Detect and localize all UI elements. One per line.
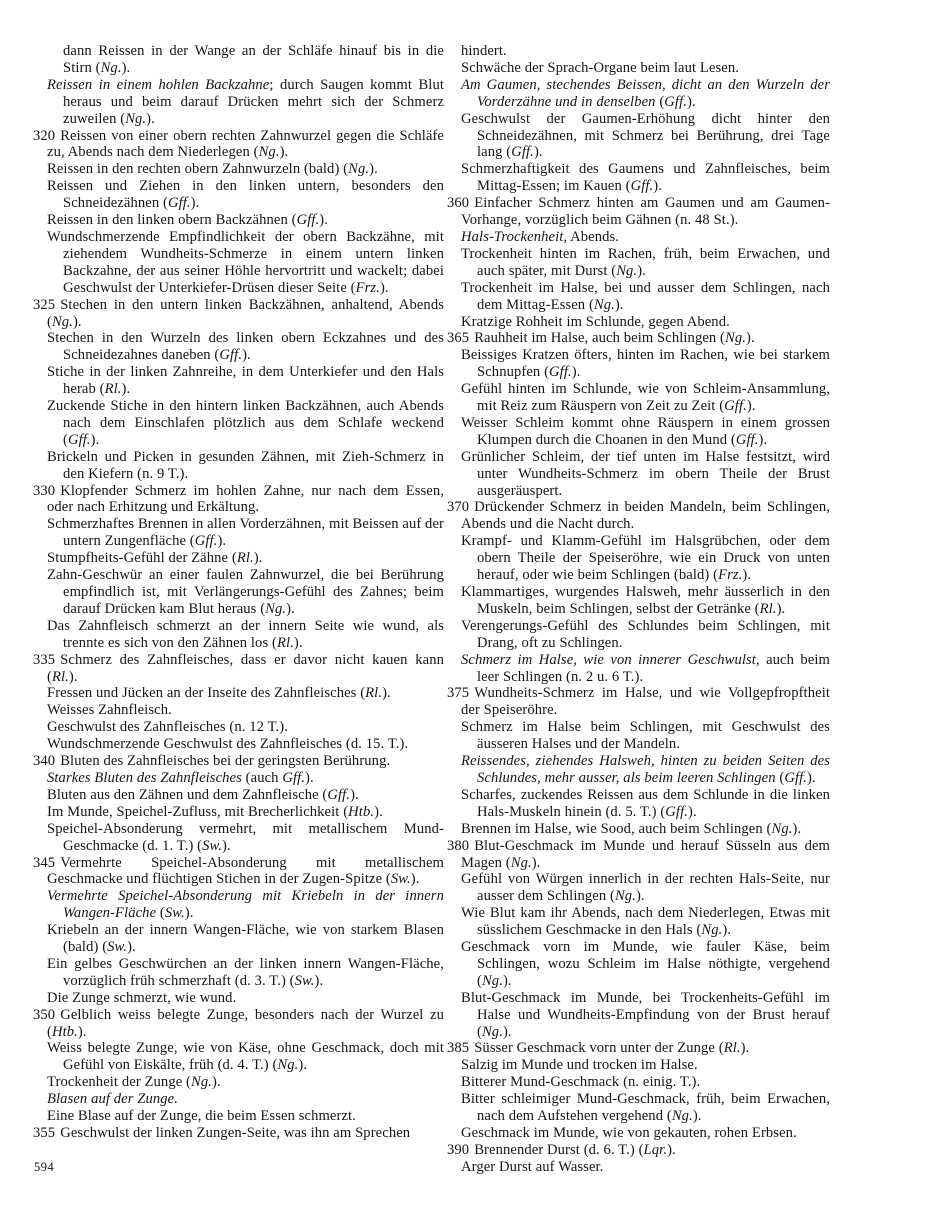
entry: Reissen in einem hohlen Backzahne; durch Saugen kommt Blut heraus und beim darauf Drücken mehrt sich der Schmerz zuweilen (Ng.). (47, 76, 444, 127)
entry: Blut-Geschmack im Munde, bei Trockenheits-Gefühl im Halse und Wundheits-Empfindung von der Brust herauf (Ng.). (461, 989, 830, 1040)
entry: Bitterer Mund-Geschmack (n. einig. T.). (461, 1074, 701, 1091)
entry: Kratzige Rohheit im Schlunde, gegen Abend. (461, 313, 730, 330)
entry: Krampf- und Klamm-Gefühl im Halsgrübchen, oder dem obern Theile der Speiseröhre, wie ein Druck von unten herauf, oder wie beim Schlingen (bald) (Frz.). (461, 533, 830, 584)
entry: Geschmack vorn im Munde, wie fauler Käse, beim Schlingen, wozu Schleim im Halse nöthigte, vergehend (Ng.). (461, 939, 830, 989)
entry-325: 325 Stechen in den untern linken Backzähnen, anhaltend, Abends (Ng.). (33, 296, 444, 330)
entry: Wie Blut kam ihr Abends, nach dem Niederlegen, Etwas mit süsslichem Geschmacke in den Hals (Ng.). (461, 905, 830, 939)
entry: Trockenheit der Zunge (Ng.). (47, 1074, 221, 1091)
entry: Hals-Trockenheit, Abends. (461, 228, 620, 245)
column-right (447, 43, 830, 1176)
entry: Grünlicher Schleim, der tief unten im Halse festsitzt, wird unter Wundheits-Schmerz im obern Theile der Brust ausgeräuspert. (461, 448, 830, 499)
entry: Gefühl von Würgen innerlich in der rechten Hals-Seite, nur ausser dem Schlingen (Ng.). (461, 871, 830, 905)
entry: Wundschmerzende Geschwulst des Zahnfleisches (d. 15. T.). (47, 736, 409, 753)
entry: Schmerz im Halse, wie von innerer Geschwulst, auch beim leer Schlingen (n. 2 u. 6 T.). (461, 651, 830, 685)
entry: Weiss belegte Zunge, wie von Käse, ohne Geschmack, doch mit Gefühl von Eiskälte, früh (d. 4. T.) (Ng.). (47, 1040, 444, 1074)
entry-385: 385 Süsser Geschmack vorn unter der Zunge (Rl.). (447, 1040, 750, 1057)
page-number: 594 (34, 1160, 55, 1174)
column-left (33, 43, 444, 1142)
entry: Geschwulst der Gaumen-Erhöhung dicht hinter den Schneidezähnen, mit Schmerz bei Berührung, drei Tage lang (Gff.). (461, 110, 830, 161)
entry-320: 320 Reissen von einer obern rechten Zahnwurzel gegen die Schläfe zu, Abends nach dem Niederlegen (Ng.). (33, 127, 444, 161)
entry: Zahn-Geschwür an einer faulen Zahnwurzel, die bei Berührung empfindlich ist, mit Verlängerungs-Gefühl des Zahnes; beim darauf Drücken kam Blut heraus (Ng.). (47, 567, 444, 617)
entry: Arger Durst auf Wasser. (461, 1158, 604, 1175)
entry: Starkes Bluten des Zahnfleisches (auch Gff.). (47, 769, 314, 786)
entry: hindert. (461, 43, 507, 59)
entry: Bitter schleimiger Mund-Geschmack, früh, beim Erwachen, nach dem Aufstehen vergehend (Ng.). (461, 1091, 830, 1125)
entry: Geschwulst des Zahnfleisches (n. 12 T.). (47, 719, 288, 736)
entry-375: 375 Wundheits-Schmerz im Halse, und wie Vollgepfropftheit der Speiseröhre. (447, 685, 830, 719)
entry: Schmerzhaftigkeit des Gaumens und Zahnfleisches, beim Mittag-Essen; im Kauen (Gff.). (461, 161, 830, 195)
entry: Reissen in den rechten obern Zahnwurzeln (bald) (Ng.). (47, 161, 378, 178)
entry: Salzig im Munde und trocken im Halse. (461, 1057, 698, 1074)
entry: Am Gaumen, stechendes Beissen, dicht an den Wurzeln der Vorderzähne und in denselben (Gff.). (461, 76, 830, 110)
entry: Die Zunge schmerzt, wie wund. (47, 989, 237, 1006)
entry-380: 380 Blut-Geschmack im Munde und herauf Süsseln aus dem Magen (Ng.). (447, 837, 830, 871)
entry-345: 345 Vermehrte Speichel-Absonderung mit metallischem Geschmacke und flüchtigen Stichen in der Zugen-Spitze (Sw.). (33, 854, 444, 888)
entry: Trockenheit hinten im Rachen, früh, beim Erwachen, und auch später, mit Durst (Ng.). (461, 245, 830, 279)
entry: Schmerzhaftes Brennen in allen Vorderzähnen, mit Beissen auf der untern Zungenfläche (Gff.). (47, 516, 444, 550)
entry-350: 350 Gelblich weiss belegte Zunge, besonders nach der Wurzel zu (Htb.). (33, 1006, 444, 1040)
entry: Eine Blase auf der Zunge, die beim Essen schmerzt. (47, 1108, 356, 1125)
entry: Speichel-Absonderung vermehrt, mit metallischem Mund-Geschmacke (d. 1. T.) (Sw.). (47, 820, 444, 854)
entry: Weisser Schleim kommt ohne Räuspern in einem grossen Klumpen durch die Choanen in den Mund (Gff.). (461, 414, 830, 448)
entry: Stumpfheits-Gefühl der Zähne (Rl.). (47, 550, 263, 567)
entry: Zuckende Stiche in den hintern linken Backzähnen, auch Abends nach dem Einschlafen plötzlich aus dem Schlafe weckend (Gff.). (47, 398, 444, 448)
entry: dann Reissen in der Wange an der Schläfe hinauf bis in die Stirn (Ng.). (63, 43, 444, 76)
entry-355: 355 Geschwulst der linken Zungen-Seite, was ihn am Sprechen (33, 1125, 411, 1141)
entry: Reissen in den linken obern Backzähnen (Gff.). (47, 212, 329, 229)
entry: Schwäche der Sprach-Organe beim laut Lesen. (461, 59, 739, 76)
entry: Bluten aus den Zähnen und dem Zahnfleische (Gff.). (47, 786, 359, 803)
entry: Ein gelbes Geschwürchen an der linken innern Wangen-Fläche, vorzüglich früh schmerzhaft (d. 3. T.) (Sw.). (47, 955, 444, 989)
entry: Schmerz im Halse beim Schlingen, mit Geschwulst des äusseren Halses und der Mandeln. (461, 719, 830, 753)
entry-340: 340 Bluten des Zahnfleisches bei der geringsten Berührung. (33, 753, 391, 770)
entry: Scharfes, zuckendes Reissen aus dem Schlunde in die linken Hals-Muskeln hinein (d. 5. T.) (Gff.). (461, 786, 830, 820)
entry: Wundschmerzende Empfindlichkeit der obern Backzähne, mit ziehendem Wundheits-Schmerze in einem untern linken Backzahne, der aus seiner Höhle hervortritt und wackelt; dabei Geschwulst der Unterkiefer-Drüsen dieser Seite (Frz.). (47, 228, 444, 296)
entry: Im Munde, Speichel-Zufluss, mit Brecherlichkeit (Htb.). (47, 803, 383, 820)
entry: Vermehrte Speichel-Absonderung mit Kriebeln in der innern Wangen-Fläche (Sw.). (47, 888, 444, 922)
entry: Stiche in der linken Zahnreihe, in dem Unterkiefer und den Hals herab (Rl.). (47, 364, 444, 398)
entry-370: 370 Drückender Schmerz in beiden Mandeln, beim Schlingen, Abends und die Nacht durch. (447, 499, 830, 533)
entry: Gefühl hinten im Schlunde, wie von Schleim-Ansammlung, mit Reiz zum Räuspern von Zeit zu Zeit (Gff.). (461, 381, 830, 415)
entry: Stechen in den Wurzeln des linken obern Eckzahnes und des Schneidezahnes daneben (Gff.). (47, 330, 444, 364)
entry: Blasen auf der Zunge. (47, 1091, 178, 1108)
entry: Weisses Zahnfleisch. (47, 702, 172, 719)
entry-335: 335 Schmerz des Zahnfleisches, dass er davor nicht kauen kann (Rl.). (33, 651, 444, 685)
entry: Geschmack im Munde, wie von gekauten, rohen Erbsen. (461, 1125, 797, 1141)
entry: Reissen und Ziehen in den linken untern, besonders den Schneidezähnen (Gff.). (47, 178, 444, 212)
entry: Fressen und Jücken an der Inseite des Zahnfleisches (Rl.). (47, 685, 391, 702)
entry-360: 360 Einfacher Schmerz hinten am Gaumen und am Gaumen-Vorhange, vorzüglich beim Gähnen (n. 48 St.). (447, 195, 830, 229)
entry: Verengerungs-Gefühl des Schlundes beim Schlingen, mit Drang, oft zu Schlingen. (461, 617, 830, 651)
entry: Das Zahnfleisch schmerzt an der innern Seite wie wund, als trennte es sich von den Zähnen los (Rl.). (47, 617, 444, 651)
entry: Klammartiges, wurgendes Halsweh, mehr äusserlich in den Muskeln, beim Schlingen, selbst der Getränke (Rl.). (461, 584, 830, 617)
entry: Beissiges Kratzen öfters, hinten im Rachen, wie bei starkem Schnupfen (Gff.). (461, 347, 830, 381)
entry: Reissendes, ziehendes Halsweh, hinten zu beiden Seiten des Schlundes, mehr ausser, als beim leeren Schlingen (Gff.). (461, 753, 830, 786)
entry-390: 390 Brennender Durst (d. 6. T.) (Lqr.). (447, 1141, 676, 1158)
entry: Trockenheit im Halse, bei und ausser dem Schlingen, nach dem Mittag-Essen (Ng.). (461, 279, 830, 313)
entry-365: 365 Rauhheit im Halse, auch beim Schlingen (Ng.). (447, 330, 755, 347)
entry: Kriebeln an der innern Wangen-Fläche, wie von starkem Blasen (bald) (Sw.). (47, 922, 444, 956)
entry: Brickeln und Picken in gesunden Zähnen, mit Zieh-Schmerz in den Kiefern (n. 9 T.). (47, 448, 444, 482)
entry-330: 330 Klopfender Schmerz im hohlen Zahne, nur nach dem Essen, oder nach Erhitzung und Erkältung. (33, 482, 444, 516)
entry: Brennen im Halse, wie Sood, auch beim Schlingen (Ng.). (461, 820, 802, 837)
